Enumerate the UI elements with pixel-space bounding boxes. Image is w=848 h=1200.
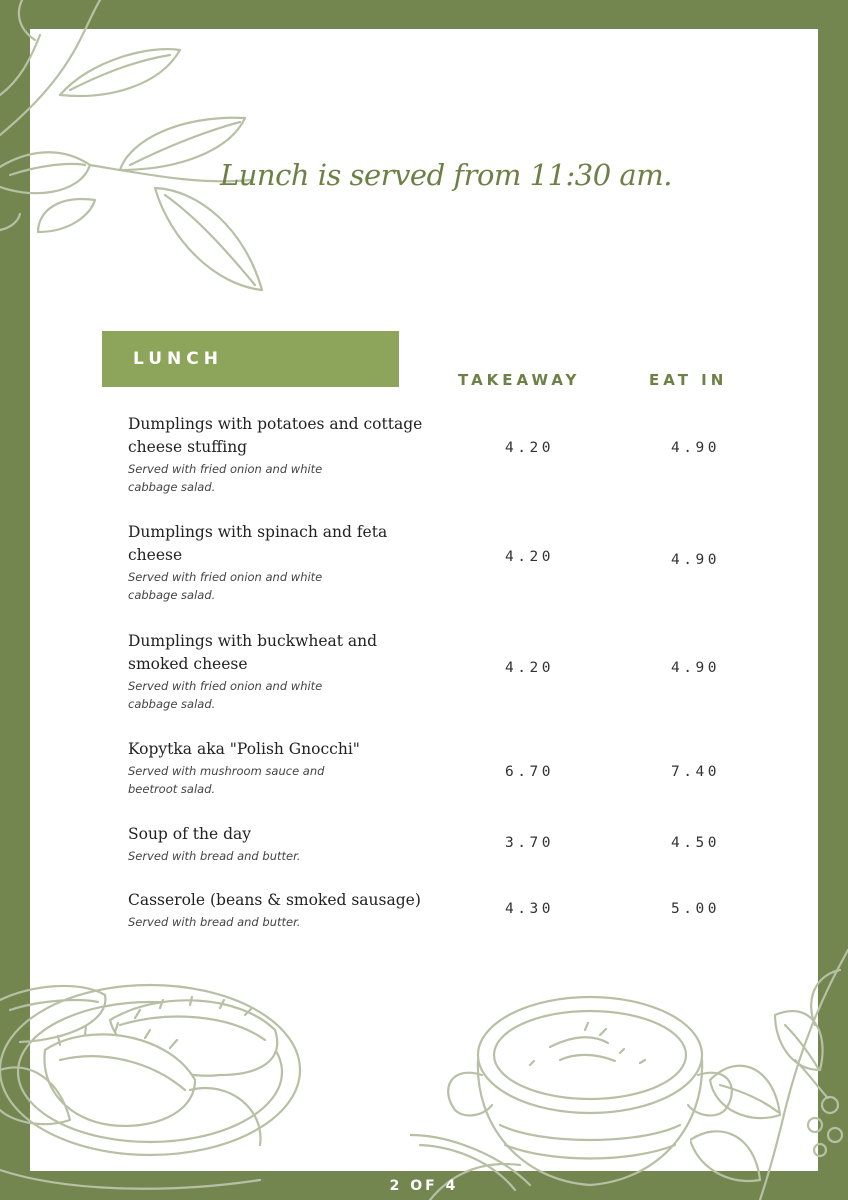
menu-item-eat-in-price: 7.40 xyxy=(671,764,720,780)
menu-item-eat-in-price: 5.00 xyxy=(671,901,720,917)
menu-item-description: Served with bread and butter. xyxy=(128,915,301,929)
column-header-eat-in: EAT IN xyxy=(649,371,728,389)
menu-item-name: Dumplings with buckwheat and smoked cheese xyxy=(128,632,378,673)
menu-item-description: Served with mushroom sauce and beetroot salad. xyxy=(128,764,325,796)
menu-item-name: Dumplings with spinach and feta cheese xyxy=(128,523,388,564)
menu-item-eat-in-price: 4.90 xyxy=(671,440,720,456)
menu-item-description: Served with fried onion and white cabbage salad. xyxy=(128,462,323,494)
page-number: 2 OF 4 xyxy=(389,1178,459,1194)
leaf-branch-illustration xyxy=(0,0,280,300)
menu-item xyxy=(128,738,428,798)
menu-item-name: Kopytka aka "Polish Gnocchi" xyxy=(128,740,360,758)
menu-item-description: Served with fried onion and white cabbage salad. xyxy=(128,570,323,602)
menu-item xyxy=(128,521,428,604)
dumplings-plate-illustration xyxy=(0,980,320,1200)
menu-item-eat-in-price: 4.90 xyxy=(671,660,720,676)
menu-item-eat-in-price: 4.90 xyxy=(671,552,720,568)
menu-item xyxy=(128,823,428,865)
menu-item xyxy=(128,630,428,713)
menu-item-takeaway-price: 3.70 xyxy=(505,835,554,851)
menu-item-name: Soup of the day xyxy=(128,825,252,843)
menu-item-description: Served with fried onion and white cabbage salad. xyxy=(128,679,323,711)
menu-item-name: Dumplings with potatoes and cottage cheese stuffing xyxy=(128,415,423,456)
menu-item xyxy=(128,413,428,496)
berry-branch-illustration xyxy=(690,940,848,1200)
menu-item-description: Served with bread and butter. xyxy=(128,849,301,863)
menu-item-name: Casserole (beans & smoked sausage) xyxy=(128,891,421,909)
menu-item-takeaway-price: 4.20 xyxy=(505,660,554,676)
section-title: LUNCH xyxy=(133,349,223,369)
menu-item-takeaway-price: 6.70 xyxy=(505,764,554,780)
menu-item xyxy=(128,889,448,931)
menu-item-takeaway-price: 4.20 xyxy=(505,440,554,456)
menu-item-takeaway-price: 4.20 xyxy=(505,549,554,565)
lunch-hours-heading: Lunch is served from 11:30 am. xyxy=(220,158,672,192)
menu-item-takeaway-price: 4.30 xyxy=(505,901,554,917)
menu-item-eat-in-price: 4.50 xyxy=(671,835,720,851)
column-header-takeaway: TAKEAWAY xyxy=(458,371,581,389)
